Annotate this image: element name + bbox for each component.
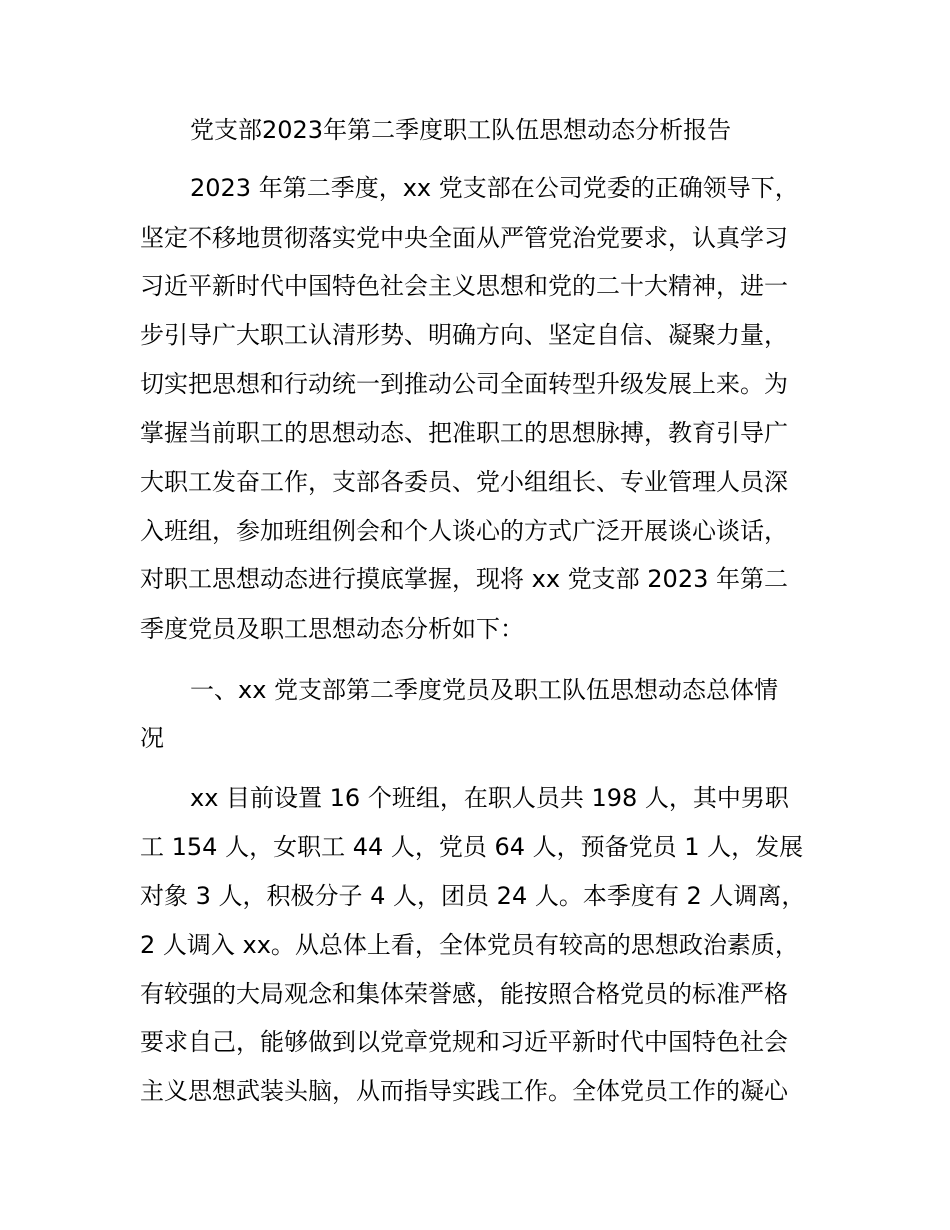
paragraph-1-line-5: 切实把思想和行动统一到推动公司全面转型升级发展上来。为: [140, 370, 788, 398]
paragraph-2-line-5: 有较强的大局观念和集体荣誉感，能按照合格党员的标准严格: [140, 980, 788, 1008]
paragraph-1-line-2: 坚定不移地贯彻落实党中央全面从严管党治党要求，认真学习: [140, 224, 788, 252]
section-heading-1-line-1: 一、xx 党支部第二季度党员及职工队伍思想动态总体情: [190, 676, 779, 704]
section-heading-1-line-2: 况: [140, 724, 164, 752]
paragraph-2-line-4: 2 人调入 xx。从总体上看，全体党员有较高的思想政治素质，: [140, 931, 799, 959]
paragraph-2-line-2: 工 154 人，女职工 44 人，党员 64 人，预备党员 1 人，发展: [140, 833, 804, 861]
paragraph-2-line-7: 主义思想武装头脑，从而指导实践工作。全体党员工作的凝心: [140, 1077, 788, 1105]
paragraph-2-line-3: 对象 3 人，积极分子 4 人，团员 24 人。本季度有 2 人调离，: [140, 882, 806, 910]
paragraph-1-line-9: 对职工思想动态进行摸底掌握，现将 xx 党支部 2023 年第二: [140, 565, 788, 593]
paragraph-1-line-10: 季度党员及职工思想动态分析如下：: [140, 615, 524, 643]
paragraph-1-line-3: 习近平新时代中国特色社会主义思想和党的二十大精神，进一: [140, 272, 788, 300]
paragraph-1-line-4: 步引导广大职工认清形势、明确方向、坚定自信、凝聚力量，: [140, 321, 788, 349]
paragraph-1-line-8: 入班组，参加班组例会和个人谈心的方式广泛开展谈心谈话，: [140, 517, 788, 545]
paragraph-2-line-6: 要求自己，能够做到以党章党规和习近平新时代中国特色社会: [140, 1028, 788, 1056]
document-title: 党支部2023年第二季度职工队伍思想动态分析报告: [190, 116, 732, 144]
paragraph-1-line-1: 2023 年第二季度，xx 党支部在公司党委的正确领导下，: [190, 174, 799, 202]
paragraph-2-line-1: xx 目前设置 16 个班组，在职人员共 198 人，其中男职: [190, 784, 789, 812]
paragraph-1-line-6: 掌握当前职工的思想动态、把准职工的思想脉搏，教育引导广: [140, 419, 788, 447]
paragraph-1-line-7: 大职工发奋工作，支部各委员、党小组组长、专业管理人员深: [140, 468, 788, 496]
